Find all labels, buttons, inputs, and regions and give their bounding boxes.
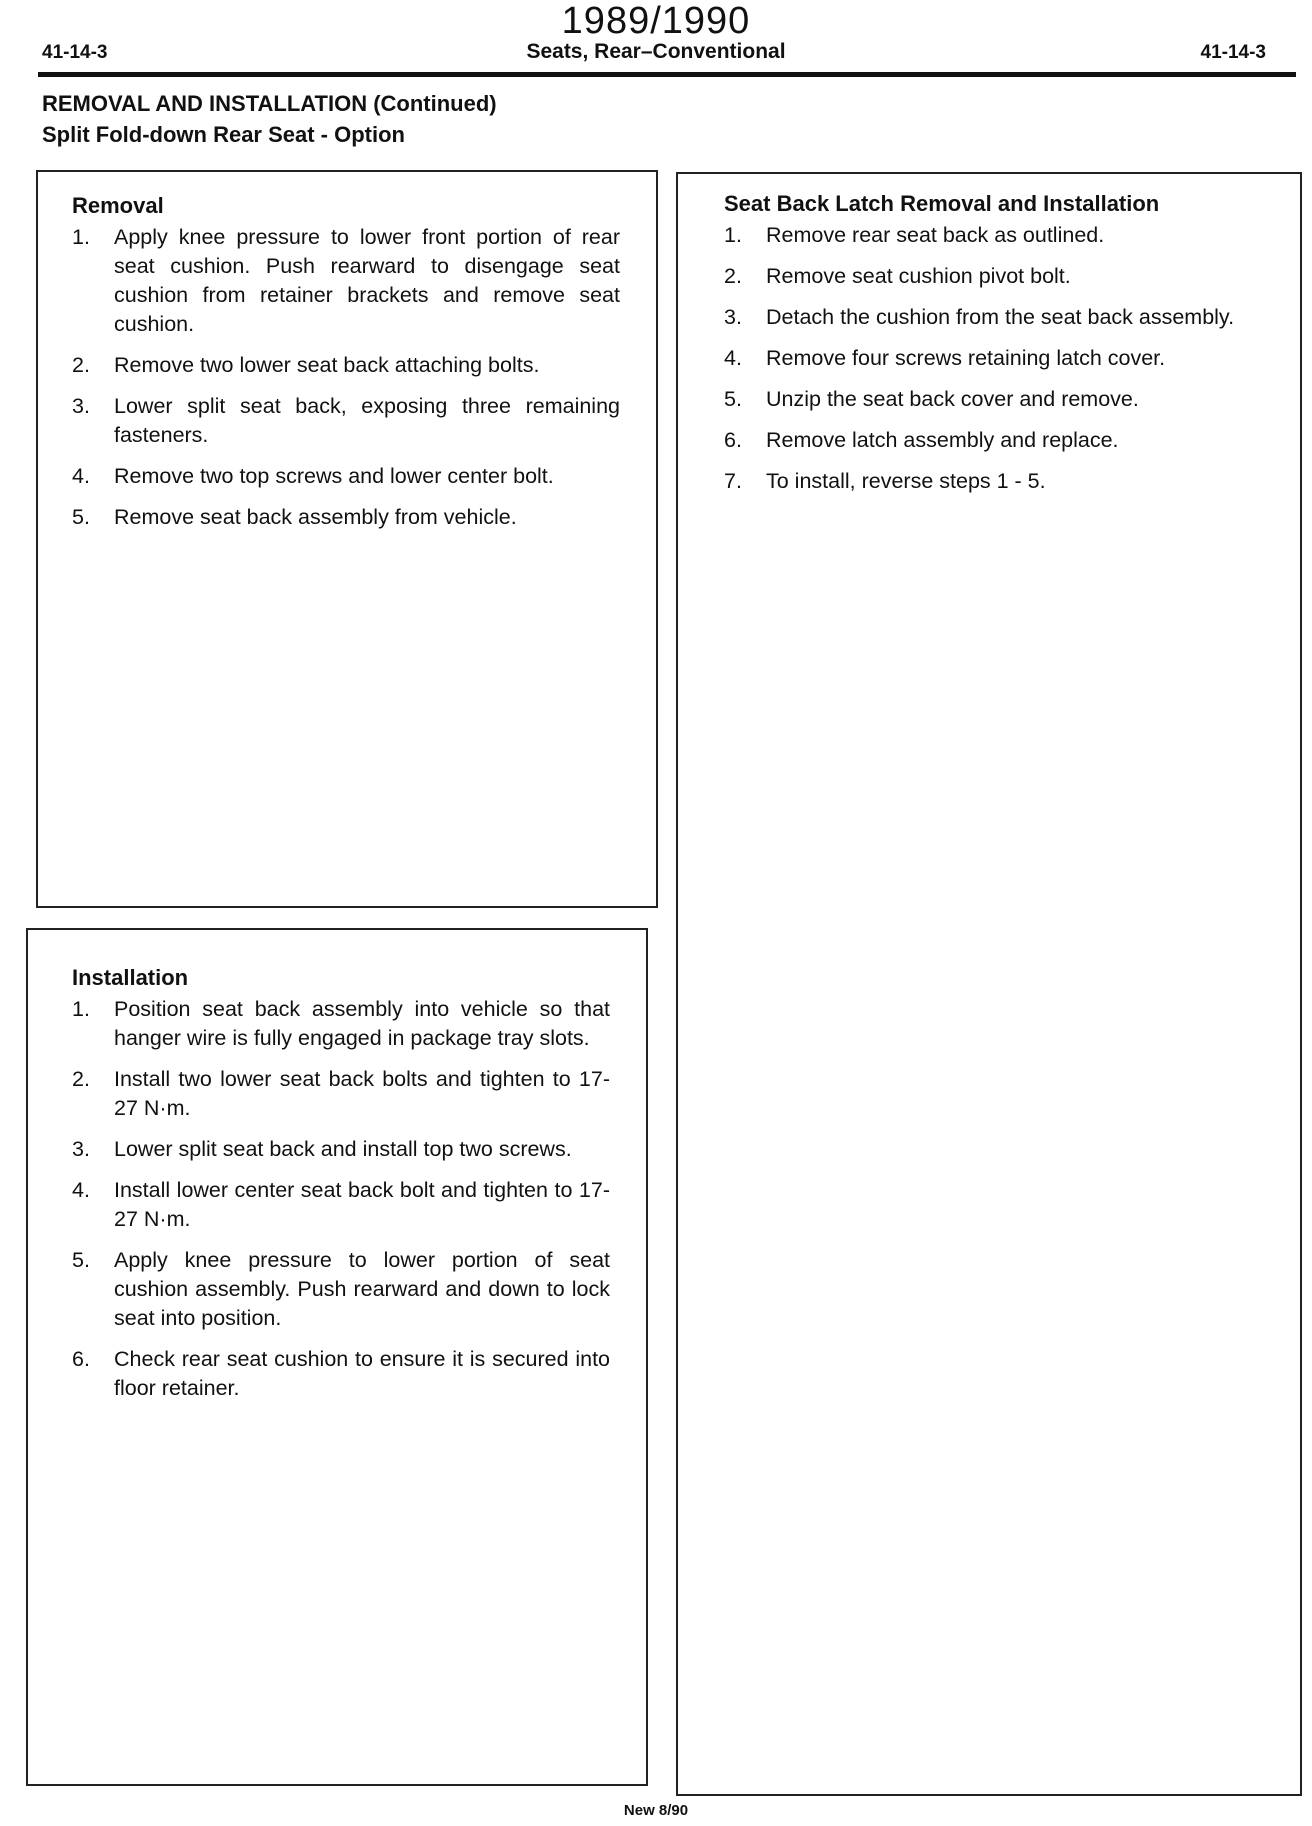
step-number: 4. (72, 464, 90, 488)
page-number-right: 41-14-3 (1200, 42, 1266, 63)
step-number: 1. (72, 997, 90, 1021)
revision-footer: New 8/90 (623, 1802, 689, 1819)
step-text: Lower split seat back and install top two screws. (114, 1137, 572, 1161)
step-text: Apply knee pressure to lower portion of seat cushion assembly. Push rearward and down to lock seat into position. (114, 1248, 610, 1330)
latch-title: Seat Back Latch Removal and Installation (724, 191, 1160, 216)
removal-steps (72, 223, 620, 532)
step-item (724, 303, 1270, 332)
step-text: Remove seat cushion pivot bolt. (766, 264, 1071, 288)
step-number: 6. (724, 428, 742, 452)
step-item (724, 426, 1270, 455)
step-item (72, 1135, 610, 1164)
header-rule (38, 72, 1296, 77)
installation-title: Installation (72, 965, 189, 990)
installation-steps (72, 995, 610, 1403)
step-text: Remove latch assembly and replace. (766, 428, 1119, 452)
step-text: Remove four screws retaining latch cover. (766, 346, 1166, 370)
step-number: 3. (72, 1137, 90, 1161)
step-item (72, 503, 620, 532)
subheading-procedure: REMOVAL AND INSTALLATION (Continued) (42, 91, 497, 116)
step-number: 5. (72, 505, 90, 529)
removal-box (36, 170, 658, 908)
model-year: 1989/1990 (561, 0, 751, 42)
step-item (72, 995, 610, 1053)
step-text: Install two lower seat back bolts and tighten to 17-27 N·m. (114, 1067, 610, 1120)
step-text: Unzip the seat back cover and remove. (766, 387, 1139, 411)
step-item (724, 221, 1270, 250)
installation-box (26, 928, 648, 1786)
removal-title: Removal (72, 193, 164, 218)
step-number: 2. (724, 264, 742, 288)
step-item (72, 351, 620, 380)
step-item (724, 467, 1270, 496)
step-item (72, 1246, 610, 1333)
subheading-option: Split Fold-down Rear Seat - Option (42, 122, 405, 147)
latch-box (676, 172, 1302, 1796)
step-item (72, 1065, 610, 1123)
step-item (72, 462, 620, 491)
step-item (72, 1176, 610, 1234)
step-text: Remove rear seat back as outlined. (766, 223, 1105, 247)
latch-steps (724, 221, 1270, 496)
step-number: 2. (72, 1067, 90, 1091)
step-text: Apply knee pressure to lower front portion of rear seat cushion. Push rearward to disengage seat cushion from retainer brackets and remove seat cushion. (114, 225, 620, 336)
step-text: Install lower center seat back bolt and tighten to 17-27 N·m. (114, 1178, 610, 1231)
step-text: Position seat back assembly into vehicle so that hanger wire is fully engaged in package tray slots. (114, 997, 610, 1050)
step-text: Lower split seat back, exposing three remaining fasteners. (114, 394, 620, 447)
step-text: To install, reverse steps 1 - 5. (766, 469, 1046, 493)
step-item (724, 262, 1270, 291)
step-item (724, 344, 1270, 373)
step-number: 3. (72, 394, 90, 418)
step-number: 7. (724, 469, 742, 493)
step-item (72, 1345, 610, 1403)
step-number: 3. (724, 305, 742, 329)
step-item (72, 223, 620, 339)
step-number: 6. (72, 1347, 90, 1371)
step-number: 1. (724, 223, 742, 247)
step-number: 4. (72, 1178, 90, 1202)
section-title: Seats, Rear–Conventional (526, 40, 786, 63)
step-text: Remove two lower seat back attaching bolts. (114, 353, 540, 377)
step-number: 2. (72, 353, 90, 377)
step-item (724, 385, 1270, 414)
step-number: 4. (724, 346, 742, 370)
step-text: Detach the cushion from the seat back assembly. (766, 305, 1235, 329)
step-text: Check rear seat cushion to ensure it is secured into floor retainer. (114, 1347, 610, 1400)
step-text: Remove seat back assembly from vehicle. (114, 505, 517, 529)
step-number: 5. (724, 387, 742, 411)
step-number: 1. (72, 225, 90, 249)
step-item (72, 392, 620, 450)
page-number-left: 41-14-3 (42, 42, 108, 63)
step-number: 5. (72, 1248, 90, 1272)
step-text: Remove two top screws and lower center bolt. (114, 464, 554, 488)
